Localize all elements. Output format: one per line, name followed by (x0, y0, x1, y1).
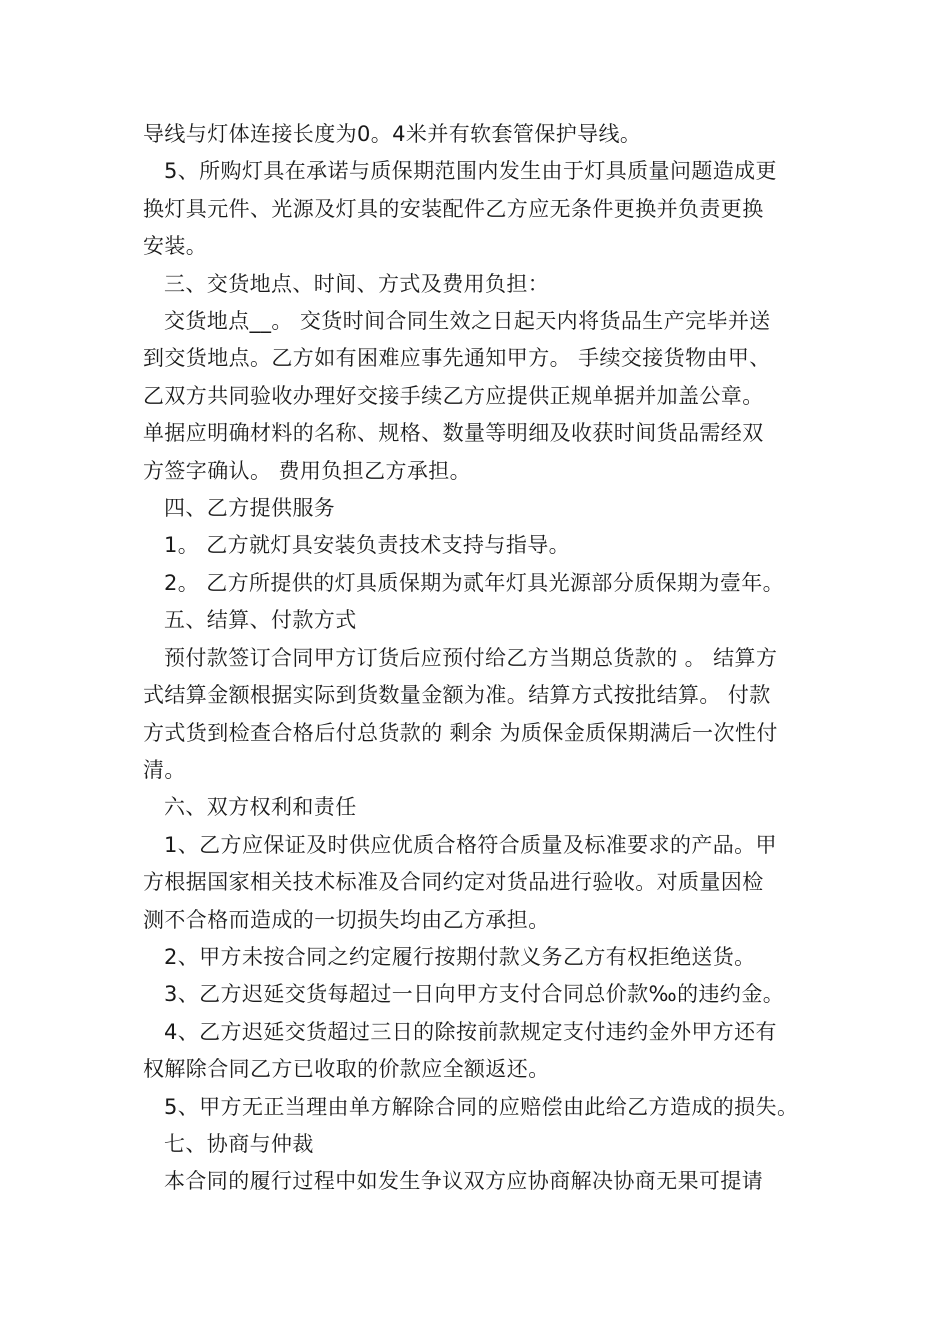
text-line: 交货地点__。 交货时间合同生效之日起天内将货品生产完毕并送 (164, 309, 771, 334)
text-line: 换灯具元件、光源及灯具的安装配件乙方应无条件更换并负责更换 (143, 196, 764, 221)
document-body (143, 116, 815, 1201)
clause-2: 2。 乙方所提供的灯具质保期为贰年灯具光源部分质保期为壹年。 (164, 570, 785, 595)
text-line: 安装。 (143, 234, 208, 259)
clause-2: 2、甲方未按合同之约定履行按期付款义务乙方有权拒绝送货。 (164, 944, 756, 969)
text-line: 方根据国家相关技术标准及合同约定对货品进行验收。对质量因检 (143, 870, 764, 895)
clause-5: 5、甲方无正当理由单方解除合同的应赔偿由此给乙方造成的损失。 (164, 1094, 799, 1119)
section-heading-5: 五、结算、付款方式 (164, 608, 357, 633)
text-line: 单据应明确材料的名称、规格、数量等明细及收获时间货品需经双 (143, 421, 764, 446)
clause-3: 3、乙方迟延交货每超过一日向甲方支付合同总价款‰的违约金。 (164, 982, 785, 1007)
clause-4: 4、乙方迟延交货超过三日的除按前款规定支付违约金外甲方还有 (164, 1019, 777, 1044)
text-line: 方式货到检查合格后付总货款的 剩余 为质保金质保期满后一次性付 (143, 720, 778, 745)
clause-1: 1、乙方应保证及时供应优质合格符合质量及标准要求的产品。甲 (164, 832, 777, 857)
clause-1: 1。 乙方就灯具安装负责技术支持与指导。 (164, 533, 571, 558)
text-line: 导线与灯体连接长度为0。4米并有软套管保护导线。 (143, 122, 642, 146)
text-line: 测不合格而造成的一切损失均由乙方承担。 (143, 907, 550, 932)
clause-5: 5、所购灯具在承诺与质保期范围内发生由于灯具质量问题造成更 (164, 159, 777, 184)
section-heading-7: 七、协商与仲裁 (164, 1131, 314, 1156)
text-line: 到交货地点。乙方如有困难应事先通知甲方。 手续交接货物由甲、 (143, 346, 771, 371)
text-line: 乙双方共同验收办理好交接手续乙方应提供正规单据并加盖公章。 (143, 383, 764, 408)
text-line: 清。 (143, 757, 186, 782)
text-line: 权解除合同乙方已收取的价款应全额返还。 (143, 1057, 550, 1082)
section-heading-6: 六、双方权利和责任 (164, 795, 357, 820)
section-heading-3: 三、交货地点、时间、方式及费用负担： (164, 271, 550, 296)
text-line: 方签字确认。 费用负担乙方承担。 (143, 458, 472, 483)
text-line: 式结算金额根据实际到货数量金额为准。结算方式按批结算。 付款 (143, 683, 771, 708)
text-line: 本合同的履行过程中如发生争议双方应协商解决协商无果可提请 (164, 1169, 764, 1194)
section-heading-4: 四、乙方提供服务 (164, 496, 336, 521)
text-line: 预付款签订合同甲方订货后应预付给乙方当期总货款的 。 结算方 (164, 645, 778, 670)
